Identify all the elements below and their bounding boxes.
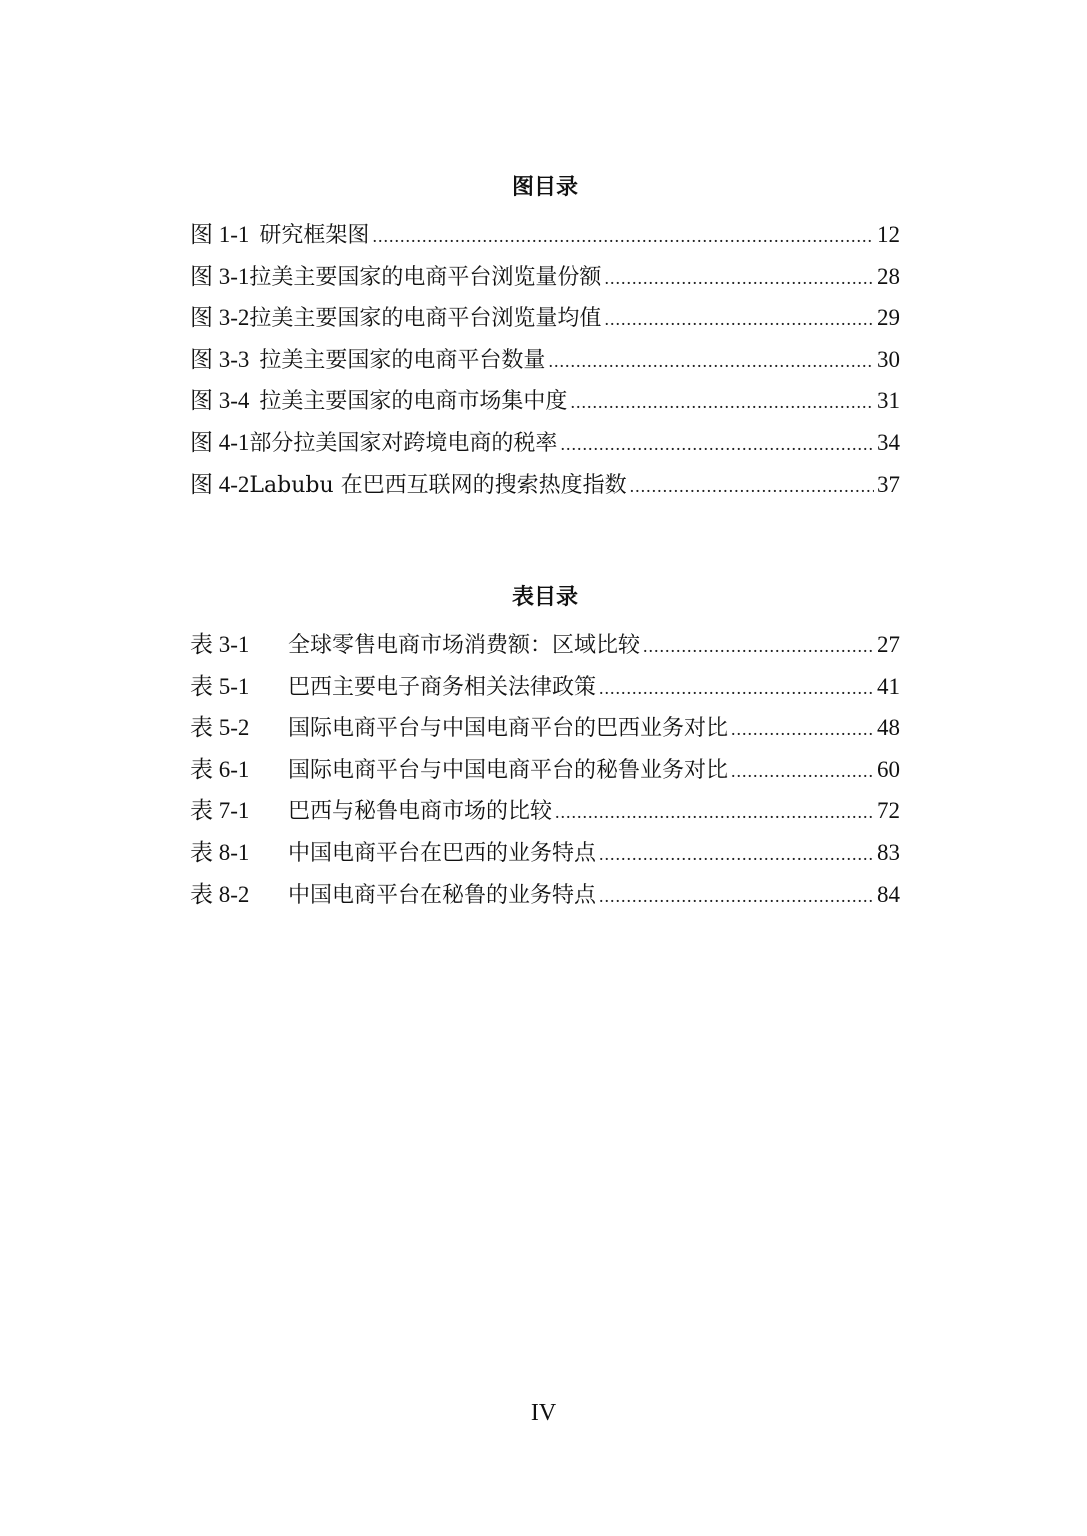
figure-entry[interactable] [190, 464, 900, 506]
entry-title: 国际电商平台与中国电商平台的秘鲁业务对比 [288, 757, 729, 783]
table-entry[interactable] [190, 832, 900, 874]
entry-title: 巴西主要电子商务相关法律政策 [288, 674, 597, 700]
entry-label: 表 8-1 [190, 839, 250, 865]
figure-entry[interactable] [190, 380, 900, 422]
dot-leader [570, 382, 874, 424]
entry-title: 拉美主要国家的电商平台浏览量均值 [249, 306, 602, 332]
entry-page: 30 [877, 346, 900, 372]
dot-leader [604, 299, 874, 341]
entry-label: 图 3-2 [190, 305, 250, 331]
table-entries [190, 624, 900, 915]
entry-title: 巴西与秘鲁电商市场的比较 [288, 799, 553, 825]
list-of-figures-title: 图目录 [511, 175, 578, 200]
table-entry[interactable] [190, 749, 900, 791]
entry-title: 研究框架图 [259, 223, 370, 248]
entry-label: 图 3-1 [190, 263, 250, 289]
list-of-tables-title: 表目录 [511, 585, 578, 610]
entry-label: 图 1-1 [190, 222, 250, 247]
entry-title: 拉美主要国家的电商平台数量 [259, 347, 546, 373]
table-entry[interactable] [190, 666, 900, 708]
table-entry[interactable] [190, 707, 900, 749]
table-entry[interactable] [190, 874, 900, 916]
entry-page: 72 [877, 798, 900, 824]
entry-label: 表 5-2 [190, 715, 250, 741]
dot-leader [599, 876, 874, 918]
dot-leader [548, 341, 874, 383]
entry-page: 83 [877, 839, 900, 865]
dot-leader [604, 258, 874, 300]
figure-entry[interactable] [190, 422, 900, 464]
entry-page: 27 [877, 632, 900, 657]
entry-page: 34 [877, 429, 900, 455]
dot-leader [372, 216, 874, 258]
figure-entries [190, 214, 900, 505]
entry-title: Labubu 在巴西互联网的搜索热度指数 [249, 472, 627, 498]
table-entry[interactable] [190, 790, 900, 832]
entry-title: 中国电商平台在秘鲁的业务特点 [288, 882, 597, 908]
dot-leader [599, 668, 874, 710]
entry-label: 图 4-2 [190, 471, 250, 497]
figure-entry[interactable] [190, 256, 900, 298]
dot-leader [731, 709, 874, 751]
figure-entry[interactable] [190, 297, 900, 339]
dot-leader [731, 751, 874, 793]
dot-leader [599, 834, 874, 876]
table-entry[interactable] [190, 624, 900, 666]
entry-label: 图 4-1 [190, 429, 250, 455]
entry-label: 表 8-2 [190, 881, 250, 907]
entry-page: 28 [877, 263, 900, 289]
figure-entry[interactable] [190, 214, 900, 256]
entry-page: 37 [877, 471, 900, 497]
entry-page: 84 [877, 881, 900, 907]
list-of-tables [190, 578, 900, 915]
entry-label: 图 3-4 [190, 388, 250, 414]
entry-title: 拉美主要国家的电商市场集中度 [259, 389, 568, 415]
entry-title: 中国电商平台在巴西的业务特点 [288, 840, 597, 866]
list-of-figures [190, 168, 900, 505]
dot-leader [643, 626, 874, 668]
entry-page: 31 [877, 388, 900, 414]
dot-leader [560, 424, 874, 466]
figure-entry[interactable] [190, 339, 900, 381]
entry-label: 表 3-1 [190, 632, 250, 657]
entry-page: 41 [877, 673, 900, 699]
entry-page: 12 [877, 222, 900, 247]
entry-label: 图 3-3 [190, 346, 250, 372]
entry-title: 拉美主要国家的电商平台浏览量份额 [249, 264, 602, 290]
entry-title: 部分拉美国家对跨境电商的税率 [249, 430, 558, 456]
entry-label: 表 5-1 [190, 673, 250, 699]
dot-leader [555, 792, 874, 834]
entry-page: 29 [877, 305, 900, 331]
entry-label: 表 6-1 [190, 756, 250, 782]
entry-page: 60 [877, 756, 900, 782]
entry-title: 国际电商平台与中国电商平台的巴西业务对比 [288, 716, 729, 742]
dot-leader [630, 466, 874, 508]
entry-title: 全球零售电商市场消费额：区域比较 [288, 633, 641, 658]
entry-label: 表 7-1 [190, 798, 250, 824]
entry-page: 48 [877, 715, 900, 741]
page-number: IV [530, 1400, 557, 1426]
